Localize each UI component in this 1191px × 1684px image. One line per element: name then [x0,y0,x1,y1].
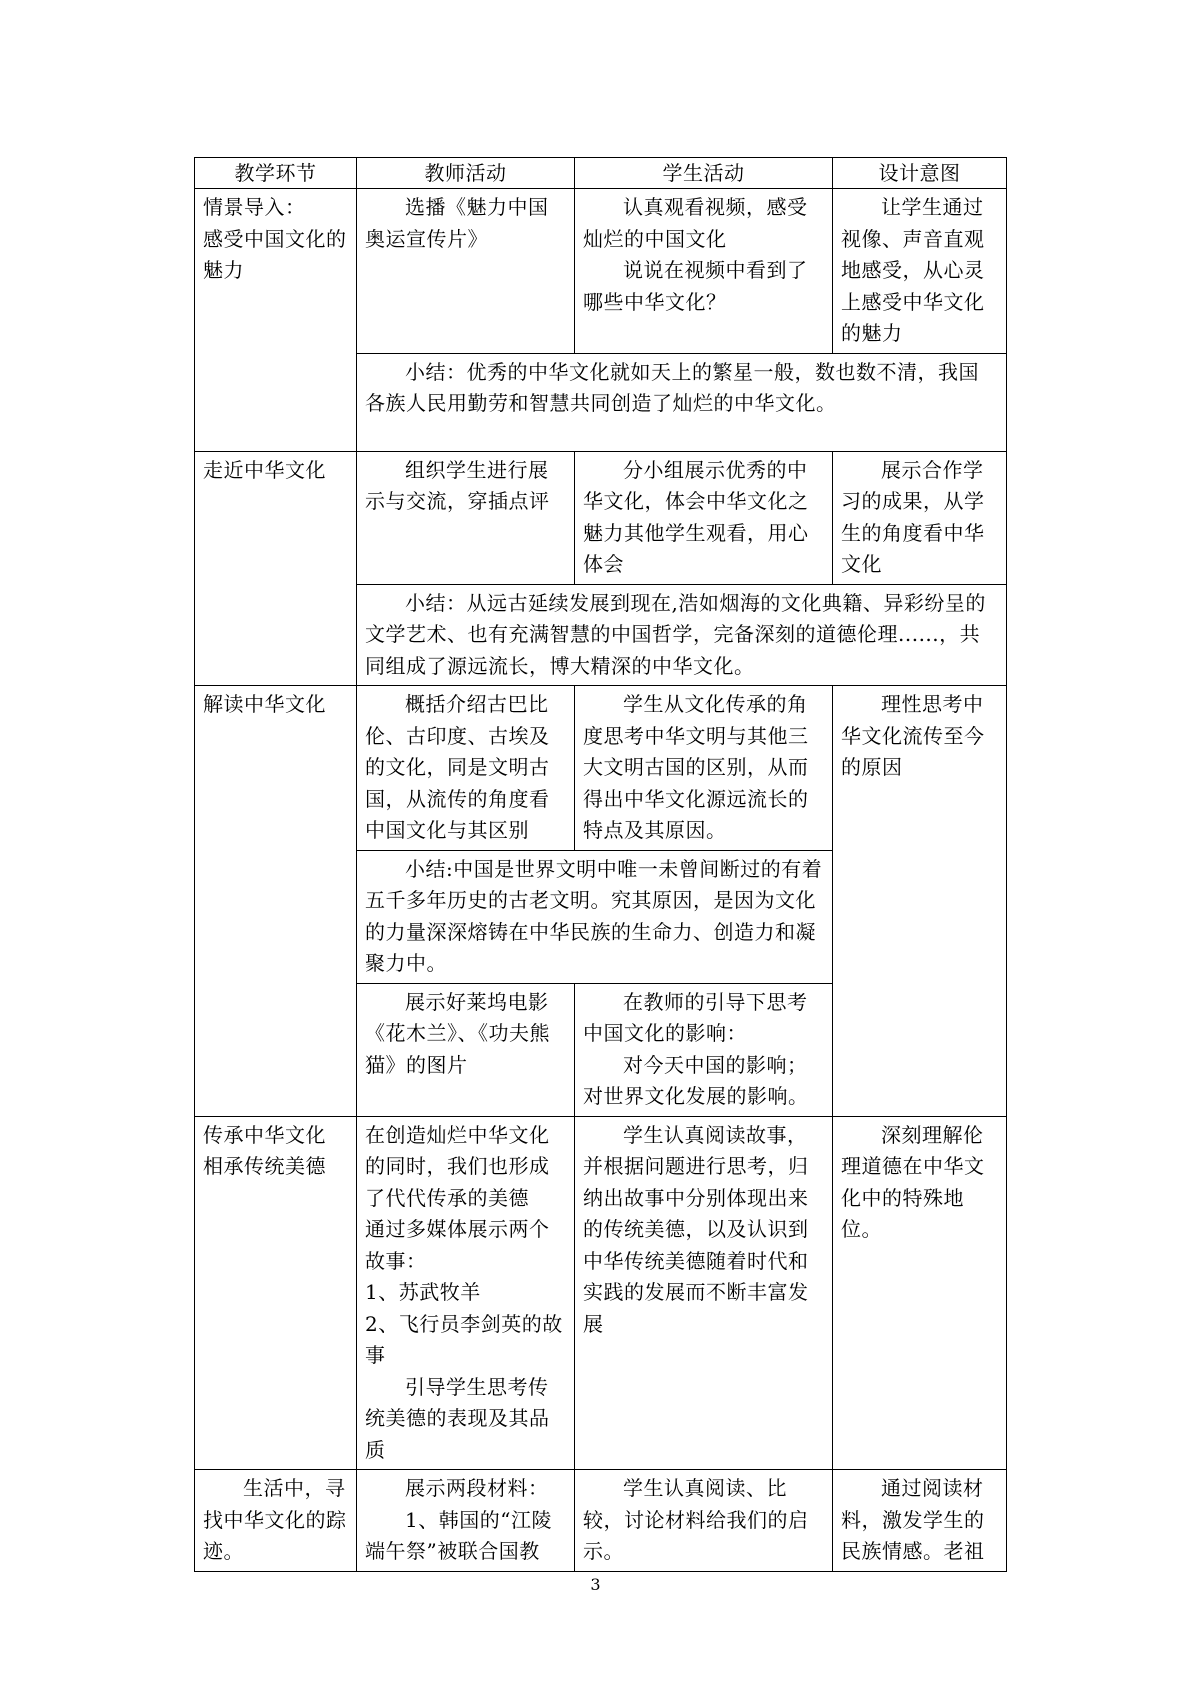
section-4-intent: 深刻理解伦理道德在中华文化中的特殊地位。 [833,1116,1007,1470]
section-2-student: 分小组展示优秀的中华文化，体会中华文化之魅力其他学生观看，用心体会 [575,451,833,584]
section-3-row [195,686,1007,851]
section-5-student: 学生认真阅读、比较，讨论材料给我们的启示。 [575,1470,833,1572]
header-student: 学生活动 [575,158,833,189]
section-4-student: 学生认真阅读故事，并根据问题进行思考，归纳出故事中分别体现出来的传统美德，以及认识到中华传统美德随着时代和实践的发展而不断丰富发展 [575,1116,833,1470]
section-5-intent: 通过阅读材料，激发学生的民族情感。老祖 [833,1470,1007,1572]
section-1-summary: 小结：优秀的中华文化就如天上的繁星一般，数也数不清，我国各族人民用勤劳和智慧共同创造了灿烂的中华文化。 [357,353,1007,451]
lesson-plan-table [194,157,1007,1572]
section-2-summary: 小结：从远古延续发展到现在,浩如烟海的文化典籍、异彩纷呈的文学艺术、也有充满智慧的中国哲学，完备深刻的道德伦理......，共同组成了源远流长，博大精深的中华文化。 [357,584,1007,686]
header-row [195,158,1007,189]
section-3-intent: 理性思考中华文化流传至今的原因 [833,686,1007,1117]
section-3-teacher-2: 展示好莱坞电影《花木兰》、《功夫熊猫》的图片 [357,983,575,1116]
header-teacher: 教师活动 [357,158,575,189]
section-2-teacher: 组织学生进行展示与交流，穿插点评 [357,451,575,584]
header-stage: 教学环节 [195,158,357,189]
page-number: 3 [590,1575,601,1594]
section-4-teacher: 在创造灿烂中华文化的同时，我们也形成了代代传承的美德 通过多媒体展示两个故事： 1、苏武牧羊 2、飞行员李剑英的故事 引导学生思考传统美德的表现及其品质 [357,1116,575,1470]
section-1-teacher: 选播《魅力中国奥运宣传片》 [357,189,575,354]
section-5-teacher: 展示两段材料： 1、韩国的“江陵端午祭”被联合国教 [357,1470,575,1572]
section-1-intent: 让学生通过视像、声音直观地感受，从心灵上感受中华文化的魅力 [833,189,1007,354]
header-intent: 设计意图 [833,158,1007,189]
section-2-stage: 走近中华文化 [195,451,357,686]
section-5-stage: 生活中，寻找中华文化的踪迹。 [195,1470,357,1572]
section-4-row [195,1116,1007,1470]
section-4-stage: 传承中华文化 相承传统美德 [195,1116,357,1470]
section-2-intent: 展示合作学习的成果，从学生的角度看中华文化 [833,451,1007,584]
section-3-stage: 解读中华文化 [195,686,357,1117]
section-3-teacher: 概括介绍古巴比伦、古印度、古埃及的文化，同是文明古国，从流传的角度看中国文化与其区别 [357,686,575,851]
section-1-stage: 情景导入： 感受中国文化的魅力 [195,189,357,452]
section-3-student: 学生从文化传承的角度思考中华文明与其他三大文明古国的区别，从而得出中华文化源远流长的特点及其原因。 [575,686,833,851]
section-1-row [195,189,1007,354]
section-2-row [195,451,1007,584]
section-3-summary: 小结:中国是世界文明中唯一未曾间断过的有着五千多年历史的古老文明。究其原因，是因为文化的力量深深熔铸在中华民族的生命力、创造力和凝聚力中。 [357,850,833,983]
section-5-row [195,1470,1007,1572]
section-3-student-2: 在教师的引导下思考中国文化的影响： 对今天中国的影响；对世界文化发展的影响。 [575,983,833,1116]
section-1-student: 认真观看视频，感受灿烂的中国文化 说说在视频中看到了哪些中华文化？ [575,189,833,354]
